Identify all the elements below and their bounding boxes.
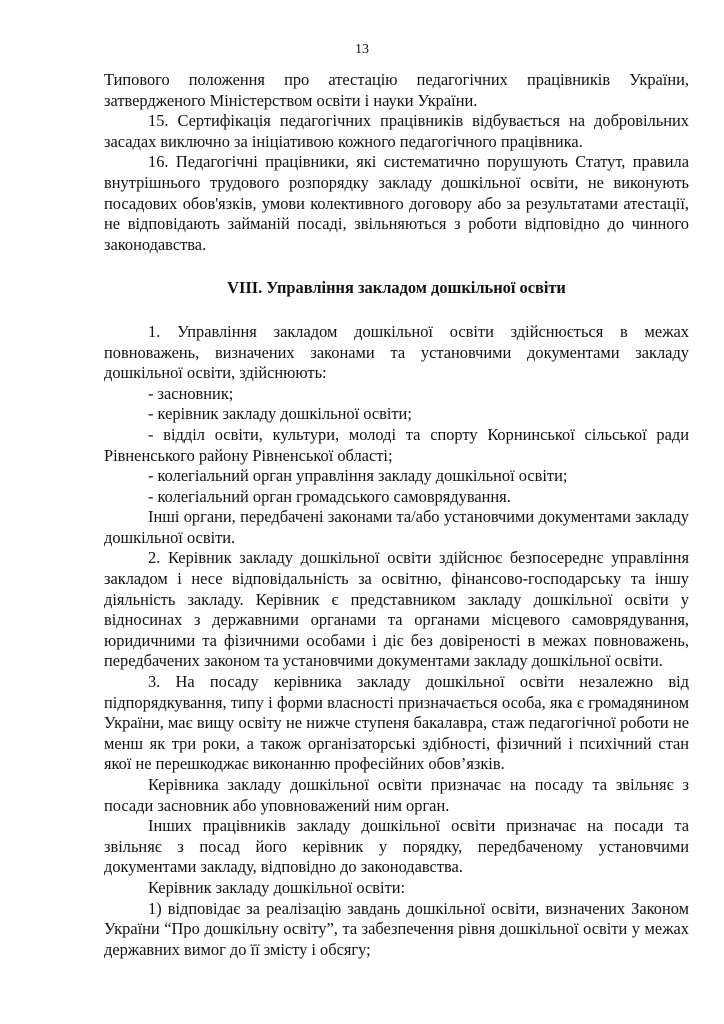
paragraph: Інші органи, передбачені законами та/або установчими документами закладу дошкільної освіти. — [104, 507, 689, 547]
paragraph: 1. Управління закладом дошкільної освіти здійснюється в межах повноважень, визначених законами та установчими документами закладу дошкільної освіти, здійснюють: — [104, 321, 689, 383]
list-item: - засновник; — [148, 383, 234, 403]
list-item: - відділ освіти, культури, молоді та спорту Корнинської сільської ради Рівненського району Рівненської області; — [104, 424, 689, 465]
paragraph: 15. Сертифікація педагогічних працівників відбувається на добровільних засадах виключно за ініціативою кожного педагогічного працівника. — [104, 111, 689, 151]
list-item: - керівник закладу дошкільної освіти; — [148, 404, 412, 424]
paragraph: 1) відповідає за реалізацію завдань дошкільної освіти, визначених Законом України “Про дошкільну освіту”, та забезпечення рівня дошкільної освіти у межах державних вимог до її змісту і обсягу; — [104, 898, 689, 959]
paragraph: 16. Педагогічні працівники, які систематично порушують Статут, правила внутрішнього трудового розпорядку закладу дошкільної освіти, не виконують посадових обов'язків, умови колективного договору або за результатами атестації, не відповідають займаній посаді, звільняються з роботи відповідно до чинного законодавства. — [104, 152, 689, 254]
page-number: 13 — [355, 42, 369, 57]
paragraph: Інших працівників закладу дошкільної освіти призначає на посади та звільняє з посад його керівник у порядку, передбаченому установчими документами закладу, відповідно до законодавства. — [104, 816, 689, 877]
paragraph: 3. На посаду керівника закладу дошкільної освіти незалежно від підпорядкування, типу і форми власності призначається особа, яка є громадянином України, має вищу освіту не нижче ступеня бакалавра, стаж педагогічної роботи не менш як три роки, а також організаторські здібності, фізичний і психічний стан якої не перешкоджає виконанню професійних обов’язків. — [104, 672, 689, 774]
paragraph: 2. Керівник закладу дошкільної освіти здійснює безпосереднє управління закладом і несе відповідальність за освітню, фінансово-господарську та іншу діяльність закладу. Керівник є представником закладу дошкільної освіти у відносинах з державними органами та органами місцевого самоврядування, юридичними та фізичними особами і діє без довіреності в межах повноважень, передбачених законом та установчими документами закладу дошкільної освіти. — [104, 548, 689, 671]
paragraph: Керівник закладу дошкільної освіти: — [148, 877, 406, 897]
section-heading: VIII. Управління закладом дошкільної освіти — [227, 278, 566, 298]
paragraph: Керівника закладу дошкільної освіти призначає на посаду та звільняє з посади засновник або уповноважений ним орган. — [104, 775, 689, 815]
list-item: - колегіальний орган управління закладу дошкільної освіти; — [148, 466, 568, 486]
list-item: - колегіальний орган громадського самоврядування. — [148, 486, 511, 506]
document-body — [104, 70, 689, 960]
paragraph: Типового положення про атестацію педагогічних працівників України, затвердженого Міністерством освіти і науки України. — [104, 70, 689, 110]
